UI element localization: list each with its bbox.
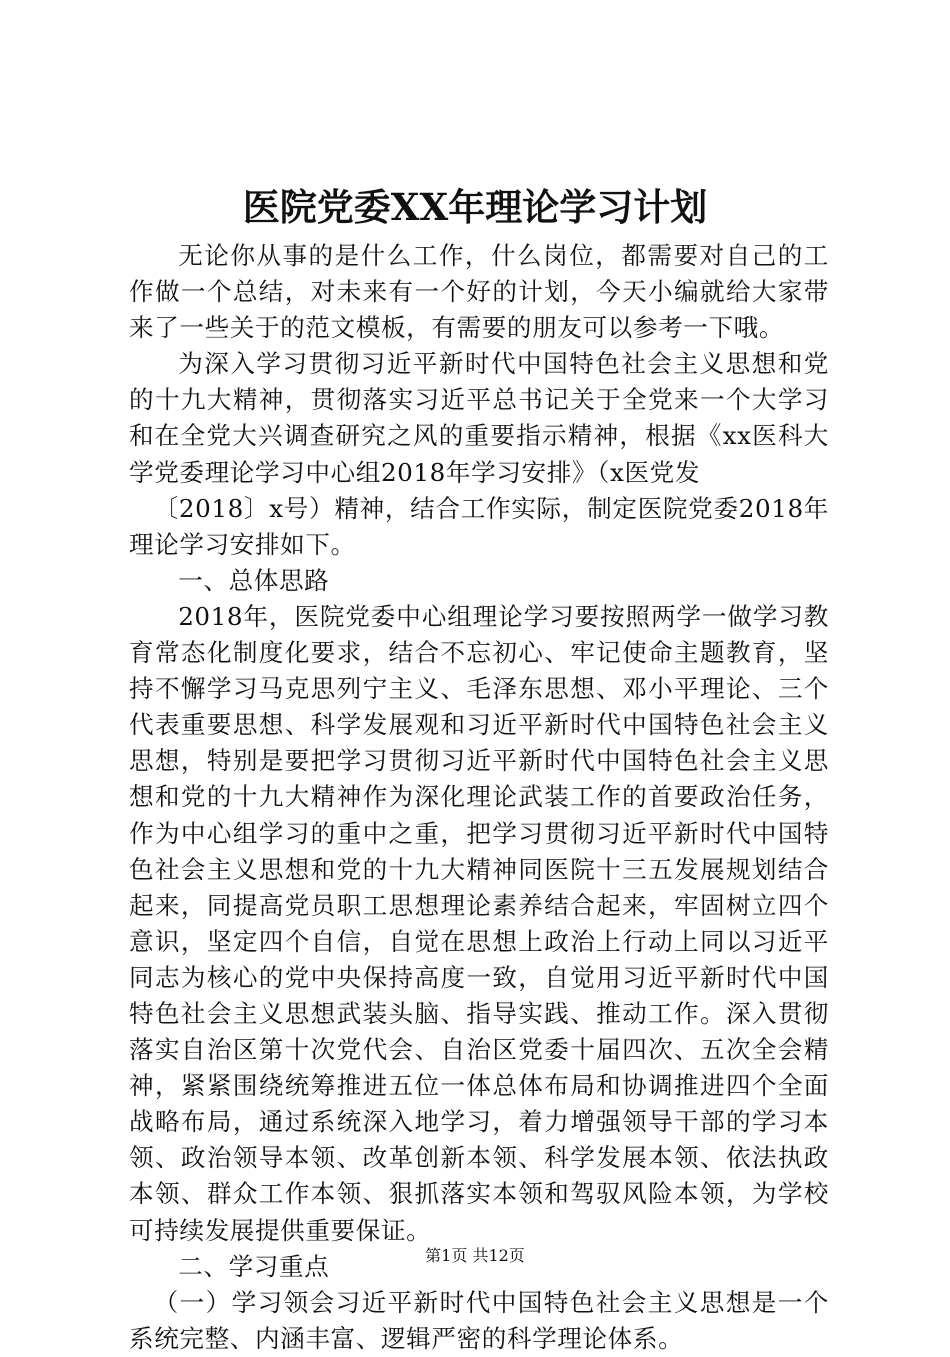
study-focus-paragraph: （一）学习领会习近平新时代中国特色社会主义思想是一个系统完整、内涵丰富、逻辑严密的科学理论体系。 bbox=[129, 1287, 829, 1353]
section-heading-2: 二、学习重点 bbox=[178, 1251, 330, 1281]
document-title: 医院党委XX年理论学习计划 bbox=[242, 185, 708, 229]
intro-paragraph: 无论你从事的是什么工作，什么岗位，都需要对自己的工作做一个总结，对未来有一个好的计划，今天小编就给大家带来了一些关于的范文模板，有需要的朋友可以参考一下哦。 bbox=[129, 241, 829, 343]
page-number-footer: 第1页 共12页 bbox=[425, 1246, 525, 1265]
purpose-continuation-paragraph: 〔2018〕x号）精神，结合工作实际，制定医院党委2018年理论学习安排如下。 bbox=[129, 493, 829, 559]
section-heading-1: 一、总体思路 bbox=[178, 565, 330, 595]
document-body bbox=[129, 238, 829, 1357]
purpose-paragraph: 为深入学习贯彻习近平新时代中国特色社会主义思想和党的十九大精神，贯彻落实习近平总书记关于全党来一个大学习和在全党大兴调查研究之风的重要指示精神，根据《xx医科大学党委理论学习中心组2018年学习安排》（x医党发 bbox=[129, 349, 829, 487]
overall-approach-paragraph: 2018年，医院党委中心组理论学习要按照两学一做学习教育常态化制度化要求，结合不忘初心、牢记使命主题教育，坚持不懈学习马克思列宁主义、毛泽东思想、邓小平理论、三个代表重要思想、科学发展观和习近平新时代中国特色社会主义思想，特别是要把学习贯彻习近平新时代中国特色社会主义思想和党的十九大精神作为深化理论武装工作的首要政治任务，作为中心组学习的重中之重，把学习贯彻习近平新时代中国特色社会主义思想和党的十九大精神同医院十三五发展规划结合起来，同提高党员职工思想理论素养结合起来，牢固树立四个意识，坚定四个自信，自觉在思想上政治上行动上同以习近平同志为核心的党中央保持高度一致，自觉用习近平新时代中国特色社会主义思想武装头脑、指导实践、推动工作。深入贯彻落实自治区第十次党代会、自治区党委十届四次、五次全会精神，紧紧围绕统筹推进五位一体总体布局和协调推进四个全面战略布局，通过系统深入地学习，着力增强领导干部的学习本领、政治领导本领、改革创新本领、科学发展本领、依法执政本领、群众工作本领、狠抓落实本领和驾驭风险本领，为学校可持续发展提供重要保证。 bbox=[129, 601, 829, 1245]
